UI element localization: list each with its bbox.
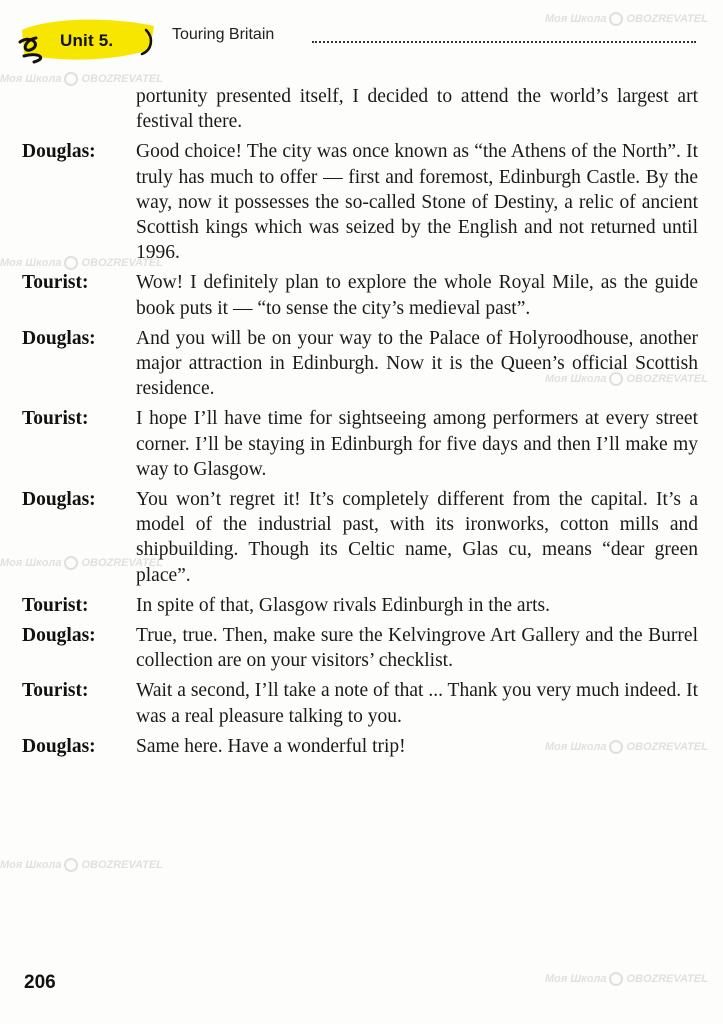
watermark [0, 858, 163, 872]
watermark-right-text: OBOZREVATEL [81, 858, 163, 871]
speaker-label: Tourist: [22, 594, 89, 616]
dialogue-line [0, 406, 723, 482]
header-title: Touring Britain [172, 26, 275, 43]
speaker-label: Douglas: [22, 327, 96, 349]
watermark-right-text: OBOZREVATEL [626, 740, 708, 753]
page-header [0, 10, 723, 66]
watermark-right-text: OBOZREVATEL [626, 372, 708, 385]
speech-text: Good choice! The city was once known as “the Athens of the North”. It truly has much to offer — first and foremost, Edinburgh Castle. By the way, now it possesses the so-called Stone of Destiny, a relic of ancient Scottish kings which was seized by the English and not returned until 1996. [136, 141, 698, 264]
watermark-right-text: OBOZREVATEL [626, 12, 708, 25]
watermark-left-text: Моя Школа [545, 972, 607, 985]
watermark-left-text: Моя Школа [545, 372, 607, 385]
watermark [545, 972, 708, 986]
speech-text: In spite of that, Glasgow rivals Edinburgh in the arts. [136, 594, 550, 616]
page-number: 206 [24, 972, 56, 993]
watermark-right-text: OBOZREVATEL [81, 256, 163, 269]
watermark-logo-icon [609, 972, 623, 986]
speaker-label: Douglas: [22, 735, 96, 757]
unit-badge [18, 16, 158, 60]
dialogue-line [0, 270, 723, 320]
watermark-left-text: Моя Школа [0, 858, 62, 871]
speech-text: True, true. Then, make sure the Kelvingrove Art Gallery and the Burrel collection are on your visitors’ checklist. [136, 625, 698, 672]
speech-text: Wait a second, I’ll take a note of that ... Thank you very much indeed. It was a real pleasure talking to you. [136, 680, 698, 727]
watermark-left-text: Моя Школа [545, 740, 607, 753]
header-dotted-rule [312, 41, 696, 43]
speaker-label: Tourist: [22, 408, 89, 430]
speaker-label: Tourist: [22, 680, 89, 702]
dialogue-line [0, 678, 723, 728]
dialogue-line [0, 593, 723, 618]
watermark-right-text: OBOZREVATEL [626, 972, 708, 985]
watermark-left-text: Моя Школа [0, 72, 62, 85]
unit-label: Unit 5. [60, 31, 114, 50]
dialogue-line [0, 734, 723, 759]
dialogue-line [0, 326, 723, 402]
speech-text: I hope I’ll have time for sightseeing among performers at every street corner. I’ll be staying in Edinburgh for five days and then I’ll make my way to Glasgow. [136, 408, 698, 480]
dialogue-line [0, 84, 723, 134]
speech-text: Same here. Have a wonderful trip! [136, 735, 406, 757]
watermark-left-text: Моя Школа [545, 12, 607, 25]
speaker-label: Tourist: [22, 272, 89, 294]
speech-text: portunity presented itself, I decided to attend the world’s largest art festival there. [136, 86, 698, 133]
speech-text: And you will be on your way to the Palace of Holyroodhouse, another major attraction in Edinburgh. Now it is the Queen’s official Scottish residence. [136, 327, 698, 400]
watermark-right-text: OBOZREVATEL [81, 556, 163, 569]
watermark-logo-icon [64, 858, 78, 872]
dialogue [0, 84, 723, 764]
watermark-right-text: OBOZREVATEL [81, 72, 163, 85]
speaker-label: Douglas: [22, 141, 96, 163]
speech-text: Wow! I definitely plan to explore the whole Royal Mile, as the guide book puts it — “to sense the city’s medieval past”. [136, 272, 698, 319]
dialogue-line [0, 139, 723, 265]
speech-text: You won’t regret it! It’s completely different from the capital. It’s a model of the industrial past, with its ironworks, cotton mills and shipbuilding. Though its Celtic name, Glas cu, means “dear green place”. [136, 489, 698, 586]
dialogue-line [0, 487, 723, 588]
speaker-label: Douglas: [22, 625, 96, 647]
watermark-left-text: Моя Школа [0, 556, 62, 569]
speaker-label: Douglas: [22, 489, 96, 511]
dialogue-line [0, 623, 723, 673]
watermark-left-text: Моя Школа [0, 256, 62, 269]
